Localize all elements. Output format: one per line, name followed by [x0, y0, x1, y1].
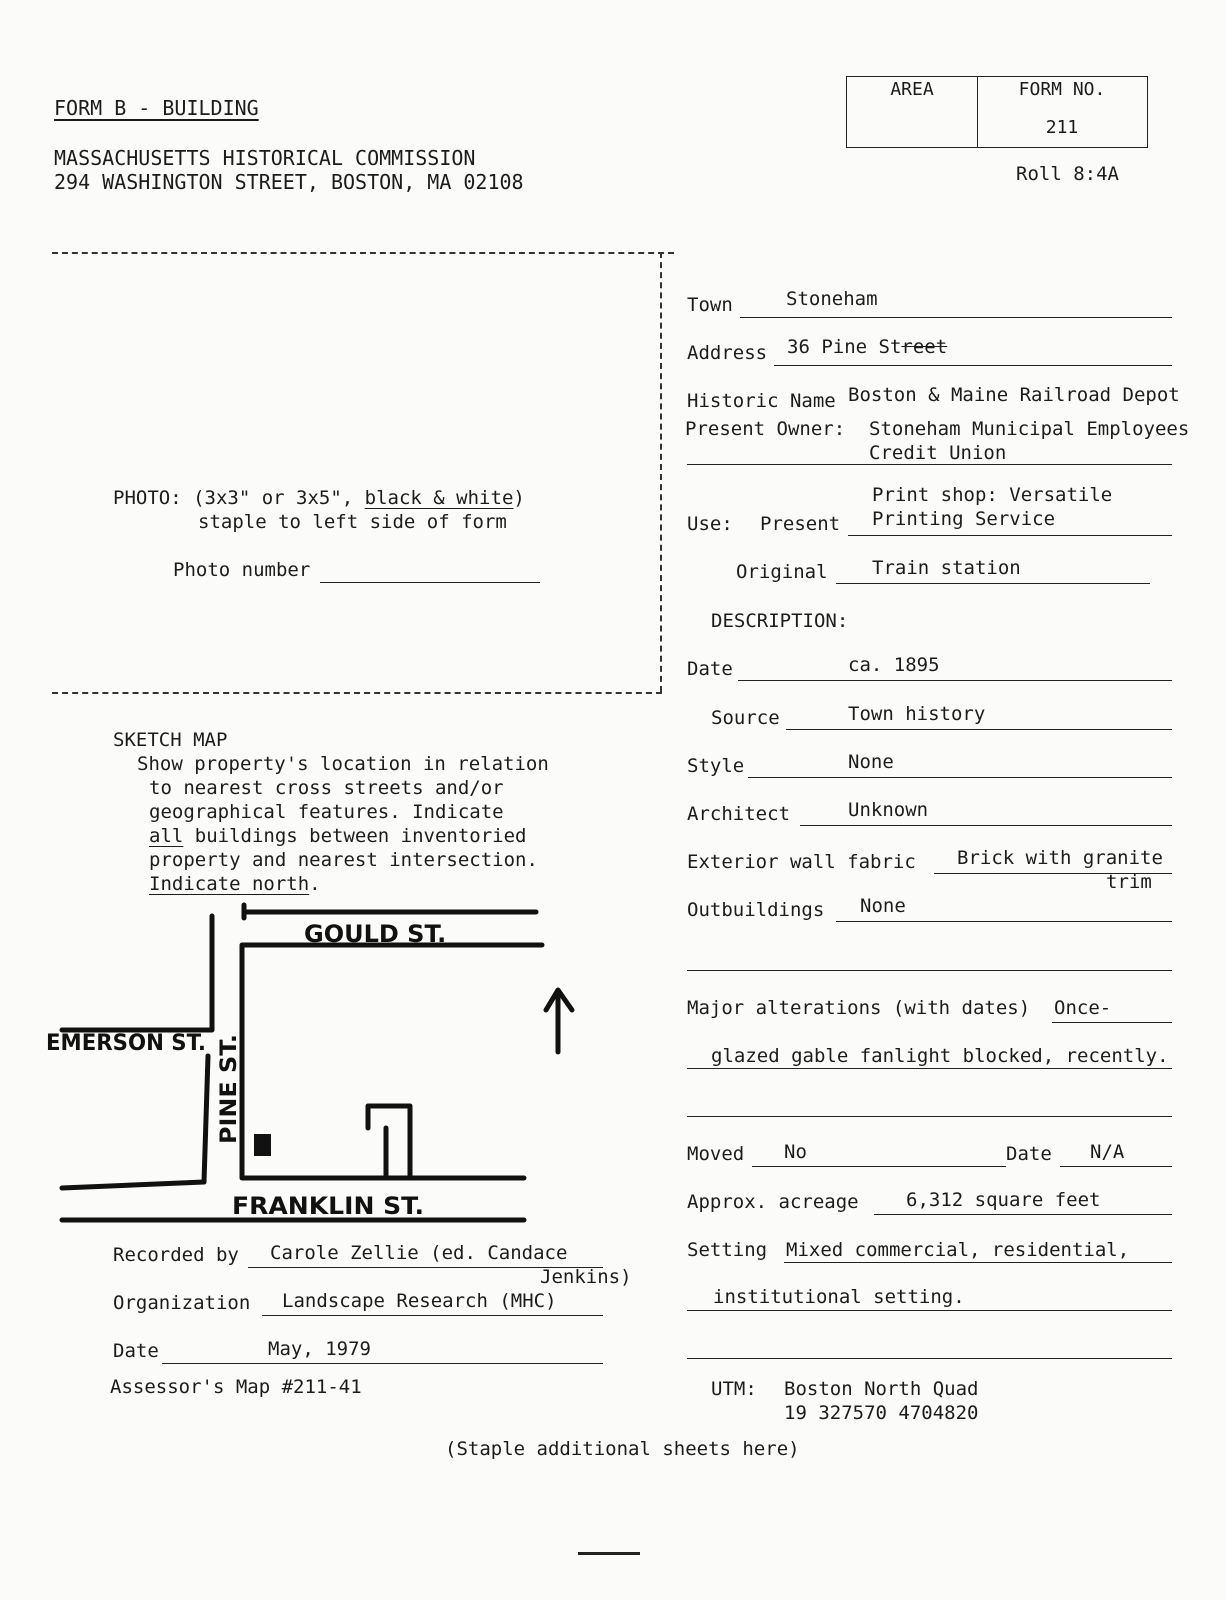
sketch-map-line-1: Show property's location in relation — [137, 753, 549, 775]
wall-fabric-value-2: trim — [1106, 871, 1152, 893]
architect-value[interactable]: Unknown — [848, 799, 929, 821]
wall-fabric-label: Exterior wall fabric — [687, 851, 916, 873]
page-footer-rule — [578, 1552, 640, 1555]
source-field[interactable] — [786, 729, 1172, 730]
original-value[interactable]: Train station — [872, 557, 1021, 579]
setting-label: Setting — [687, 1239, 768, 1261]
organization-value[interactable]: Landscape Research (MHC) — [282, 1290, 557, 1312]
utm-value-2: 19 327570 4704820 — [784, 1402, 979, 1424]
sketch-map-line-5: property and nearest intersection. — [149, 849, 538, 871]
organization-field[interactable] — [262, 1315, 603, 1316]
acreage-value[interactable]: 6,312 square feet — [906, 1189, 1101, 1211]
setting-field-2[interactable] — [687, 1310, 1172, 1311]
property-marker — [254, 1134, 271, 1156]
alterations-field-2[interactable] — [687, 1068, 1172, 1069]
town-field[interactable] — [740, 317, 1172, 318]
form-no-label: FORM NO. — [1018, 79, 1106, 100]
architect-field[interactable] — [800, 825, 1172, 826]
recorded-by-value[interactable]: Carole Zellie (ed. Candace — [270, 1242, 568, 1264]
outbuildings-value[interactable]: None — [860, 895, 906, 917]
wall-fabric-value[interactable]: Brick with granite — [957, 847, 1163, 869]
style-value[interactable]: None — [848, 751, 894, 773]
franklin-street-label: FRANKLIN ST. — [232, 1192, 424, 1220]
alterations-field[interactable] — [1052, 1022, 1172, 1023]
emerson-street-label: EMERSON ST. — [46, 1031, 206, 1056]
gould-street-label: GOULD ST. — [304, 920, 447, 948]
present-use-1[interactable]: Print shop: Versatile — [872, 484, 1113, 506]
moved-value[interactable]: No — [784, 1141, 807, 1163]
north-arrow — [546, 990, 572, 1052]
source-value[interactable]: Town history — [848, 703, 986, 725]
pine-street-west — [62, 916, 212, 1030]
outbuildings-field[interactable] — [836, 921, 1172, 922]
sketch-map-line-6: Indicate north. — [149, 873, 321, 895]
alterations-value-2[interactable]: glazed gable fanlight blocked, recently. — [711, 1045, 1169, 1067]
style-field[interactable] — [748, 777, 1172, 778]
present-owner-field[interactable] — [687, 464, 1172, 465]
commission-address: 294 WASHINGTON STREET, BOSTON, MA 02108 — [54, 170, 524, 194]
photo-instruction: PHOTO: (3x3" or 3x5", black & white) — [113, 487, 525, 509]
alterations-value[interactable]: Once- — [1054, 997, 1112, 1019]
original-label: Original — [736, 561, 828, 583]
historic-name-value[interactable]: Boston & Maine Railroad Depot — [848, 384, 1180, 406]
present-use-2: Printing Service — [872, 508, 1056, 530]
description-label: DESCRIPTION: — [711, 610, 849, 632]
acreage-label: Approx. acreage — [687, 1191, 859, 1213]
source-label: Source — [711, 707, 780, 729]
build-date-value[interactable]: ca. 1895 — [848, 654, 940, 676]
commission-name: MASSACHUSETTS HISTORICAL COMMISSION — [54, 146, 476, 170]
sketch-map-line-4: all buildings between inventoried — [149, 825, 527, 847]
use-label: Use: — [687, 513, 733, 535]
record-date-label: Date — [113, 1340, 159, 1362]
alterations-label: Major alterations (with dates) — [687, 997, 1031, 1019]
present-owner-value[interactable]: Stoneham Municipal Employees — [869, 418, 1190, 440]
town-label: Town — [687, 294, 733, 316]
style-label: Style — [687, 755, 745, 777]
recorded-by-value-2: Jenkins) — [540, 1266, 632, 1288]
address-struck-text: reet — [901, 336, 948, 358]
assessor-map: Assessor's Map #211-41 — [110, 1376, 362, 1398]
address-value[interactable]: 36 Pine Street — [787, 336, 948, 358]
address-field[interactable] — [774, 365, 1172, 366]
moved-label: Moved — [687, 1143, 745, 1165]
moved-date-label: Date — [1006, 1143, 1052, 1165]
record-date-value[interactable]: May, 1979 — [268, 1338, 371, 1360]
present-owner-value-2: Credit Union — [869, 442, 1007, 464]
photo-number-label: Photo number — [173, 559, 311, 581]
pine-street-label: PINE ST. — [217, 1042, 242, 1144]
build-date-label: Date — [687, 658, 733, 680]
record-date-field[interactable] — [162, 1363, 603, 1364]
form-title: FORM B - BUILDING — [54, 96, 259, 120]
town-value[interactable]: Stoneham — [786, 288, 878, 310]
sketch-map-title: SKETCH MAP — [113, 729, 228, 751]
roll-number: Roll 8:4A — [1016, 163, 1119, 185]
form-no-value: 211 — [1045, 117, 1079, 138]
utm-label: UTM: — [711, 1378, 757, 1400]
sketch-map-line-3: geographical features. Indicate — [149, 801, 504, 823]
staple-note: (Staple additional sheets here) — [445, 1438, 800, 1460]
outbuildings-label: Outbuildings — [687, 899, 825, 921]
utm-value: Boston North Quad — [784, 1378, 979, 1400]
side-building-outline — [368, 1106, 410, 1178]
setting-value-2: institutional setting. — [713, 1286, 965, 1308]
address-label: Address — [687, 342, 768, 364]
present-label: Present — [760, 513, 841, 535]
organization-label: Organization — [113, 1292, 251, 1314]
emerson-street-lower — [62, 1056, 208, 1188]
moved-field[interactable] — [752, 1166, 1006, 1167]
moved-date-value[interactable]: N/A — [1090, 1141, 1125, 1163]
present-use-field[interactable] — [848, 535, 1172, 536]
architect-label: Architect — [687, 803, 790, 825]
original-field[interactable] — [836, 583, 1150, 584]
setting-field[interactable] — [784, 1262, 1172, 1263]
blank-field-3[interactable] — [687, 1358, 1172, 1359]
setting-value[interactable]: Mixed commercial, residential, — [786, 1239, 1130, 1261]
build-date-field[interactable] — [738, 680, 1172, 681]
sketch-map-line-2: to nearest cross streets and/or — [149, 777, 504, 799]
acreage-field[interactable] — [874, 1214, 1172, 1215]
blank-field-2[interactable] — [687, 1116, 1172, 1117]
recorded-by-label: Recorded by — [113, 1244, 239, 1266]
historic-name-label: Historic Name — [687, 390, 836, 412]
blank-field-1[interactable] — [687, 970, 1172, 971]
moved-date-field[interactable] — [1060, 1166, 1172, 1167]
present-owner-label: Present Owner: — [685, 418, 846, 440]
photo-instruction-2: staple to left side of form — [198, 511, 507, 533]
area-label: AREA — [890, 79, 934, 100]
gould-street-line-bottom — [242, 945, 542, 1178]
